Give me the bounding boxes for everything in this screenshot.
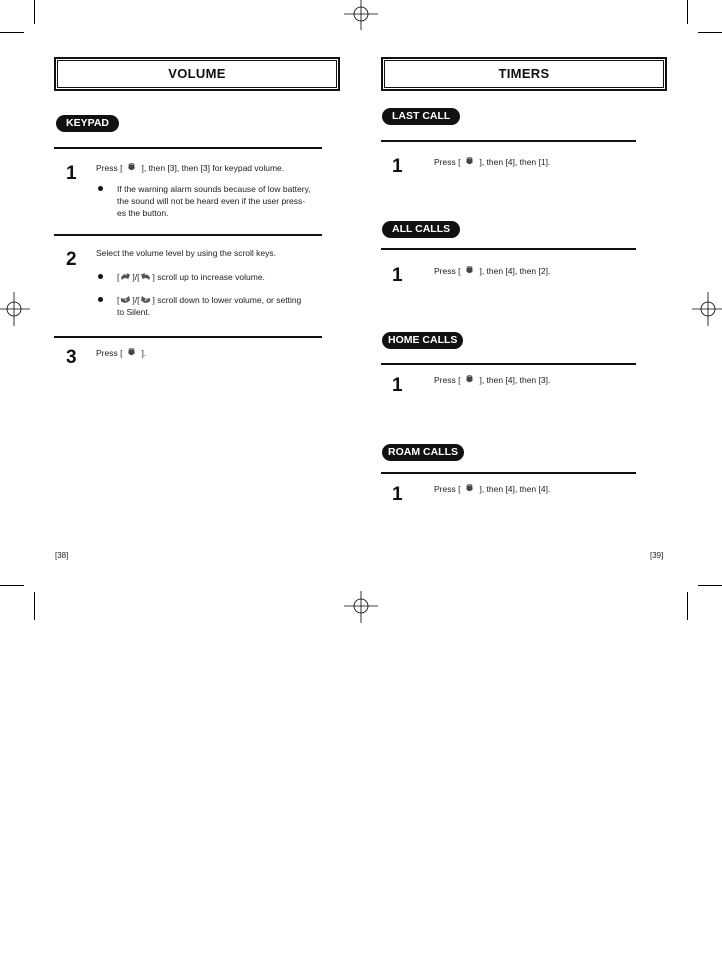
bullet-text: [ ]/[ ] scroll up to increase volume. [117, 272, 265, 282]
home-calls-tag: HOME CALLS [382, 332, 463, 349]
step-divider [54, 336, 322, 338]
step-text: Press [ ], then [4], then [3]. [434, 375, 551, 385]
bullet-dot [98, 186, 103, 191]
registration-mark-icon [690, 292, 722, 326]
page-title: VOLUME [168, 66, 226, 81]
menu-key-icon [465, 157, 474, 166]
step-divider [381, 140, 636, 142]
page-number: [38] [55, 551, 69, 560]
menu-key-icon [465, 484, 474, 493]
step-text: Press [ ], then [4], then [4]. [434, 484, 551, 494]
scroll-up-left-icon [120, 272, 131, 281]
registration-mark-icon [344, 0, 378, 34]
menu-key-icon [127, 163, 136, 172]
menu-key-icon [127, 348, 136, 357]
registration-mark-icon [0, 292, 32, 326]
menu-key-icon [465, 266, 474, 275]
step-number: 1 [392, 375, 403, 396]
step-number: 3 [66, 347, 77, 368]
step-divider [381, 248, 636, 250]
step-divider [381, 363, 636, 365]
bullet-dot [98, 274, 103, 279]
roam-calls-tag: ROAM CALLS [382, 444, 464, 461]
page-title: TIMERS [498, 66, 550, 81]
step-divider [54, 147, 322, 149]
step-text: Press [ ]. [96, 348, 147, 358]
step-number: 1 [392, 156, 403, 177]
step-divider [54, 234, 322, 236]
step-text: Press [ ], then [3], then [3] for keypad volume. [96, 163, 285, 173]
scroll-down-right-icon [140, 295, 151, 304]
step-number: 1 [66, 163, 77, 184]
step-text: Press [ ], then [4], then [1]. [434, 157, 551, 167]
step-number: 1 [392, 265, 403, 286]
page-number: [39] [650, 551, 664, 560]
page-title-box [381, 57, 667, 91]
step-text: Select the volume level by using the scroll keys. [96, 248, 277, 258]
step-text: Press [ ], then [4], then [2]. [434, 266, 551, 276]
scroll-up-right-icon [140, 272, 151, 281]
menu-key-icon [465, 375, 474, 384]
last-call-tag: LAST CALL [382, 108, 460, 125]
bullet-text: [ ]/[ ] scroll down to lower volume, or setting to Silent. [117, 295, 302, 317]
all-calls-tag: ALL CALLS [382, 221, 460, 238]
step-divider [381, 472, 636, 474]
step-number: 2 [66, 249, 77, 270]
bullet-text: If the warning alarm sounds because of low battery, the sound will not be heard even if the user press- es the button. [117, 184, 311, 218]
scroll-down-left-icon [120, 295, 131, 304]
registration-mark-icon [344, 591, 378, 625]
keypad-tag: KEYPAD [56, 115, 119, 132]
bullet-dot [98, 297, 103, 302]
page-title-box [54, 57, 340, 91]
step-number: 1 [392, 484, 403, 505]
